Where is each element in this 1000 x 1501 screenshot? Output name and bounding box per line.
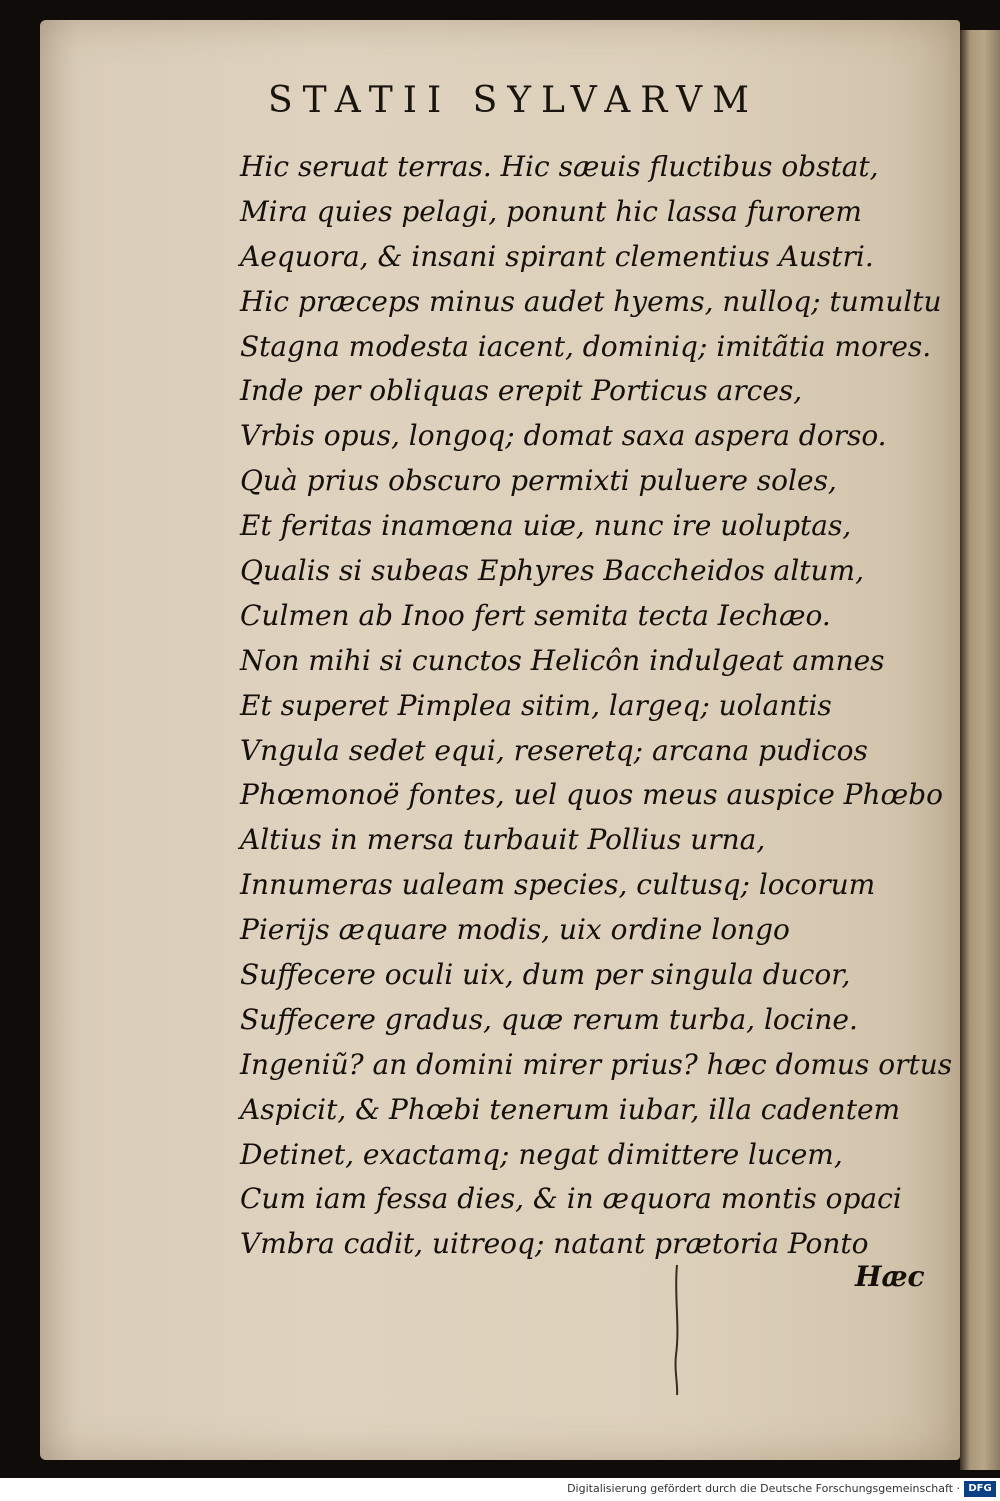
next-page-edge <box>960 30 1000 1470</box>
verse-line: Qualis si subeas Ephyres Baccheidos altum, <box>240 554 865 588</box>
verse-line: Pierijs æquare modis, uix ordine longo <box>240 913 790 947</box>
verse-line: Culmen ab Inoo fert semita tecta Iechæo. <box>240 598 831 632</box>
funding-credit: Digitalisierung gefördert durch die Deutsche Forschungsgemeinschaft · <box>567 1482 960 1495</box>
catchword: Hæc <box>855 1260 925 1293</box>
verse-line: Vrbis opus, longoq; domat saxa aspera dorso. <box>240 419 887 453</box>
verse-line: Altius in mersa turbauit Pollius urna, <box>240 823 766 857</box>
running-head: STATII SYLVARVM <box>268 80 759 121</box>
verse-line: Phœmonoë fontes, uel quos meus auspice Phœbo <box>240 778 944 812</box>
verse-line: Inde per obliquas erepit Porticus arces, <box>240 374 803 408</box>
verse-line: Hic præceps minus audet hyems, nulloq; tumultu <box>240 284 942 318</box>
verse-line: Mira quies pelagi, ponunt hic lassa furorem <box>240 194 862 228</box>
verse-line: Hic seruat terras. Hic sæuis fluctibus obstat, <box>240 150 879 183</box>
verse-line: Suffecere oculi uix, dum per singula ducor, <box>240 958 851 992</box>
verse-line: Innumeras ualeam species, cultusq; locorum <box>240 868 876 902</box>
verse-line: Et superet Pimplea sitim, largeq; uolantis <box>240 688 832 722</box>
verse-line: Aequora, & insani spirant clementius Austri. <box>240 239 874 273</box>
verse-line: Quà prius obscuro permixti puluere soles, <box>240 464 837 498</box>
verse-line: Detinet, exactamq; negat dimittere lucem, <box>240 1137 843 1171</box>
verse-line: Vngula sedet equi, reseretq; arcana pudicos <box>240 733 868 767</box>
verse-line: Et feritas inamœna uiæ, nunc ire uoluptas, <box>240 509 852 543</box>
paper-crease <box>672 1265 682 1395</box>
verse-line: Aspicit, & Phœbi tenerum iubar, illa cadentem <box>240 1092 901 1126</box>
verse-line: Vmbra cadit, uitreoq; natant prætoria Ponto <box>240 1227 869 1261</box>
verse-line: Cum iam fessa dies, & in æquora montis opaci <box>240 1182 902 1216</box>
verse-line: Ingeniũ? an domini mirer prius? hæc domus ortus <box>240 1047 953 1081</box>
verse-line: Suffecere gradus, quæ rerum turba, locine. <box>240 1002 858 1036</box>
footer-bar <box>0 1478 1000 1501</box>
verse-line: Non mihi si cunctos Helicôn indulgeat amnes <box>240 643 885 677</box>
dfg-logo: DFG <box>964 1481 996 1497</box>
verse-block <box>240 145 953 1267</box>
verse-line: Stagna modesta iacent, dominiq; imitãtia mores. <box>240 329 932 363</box>
